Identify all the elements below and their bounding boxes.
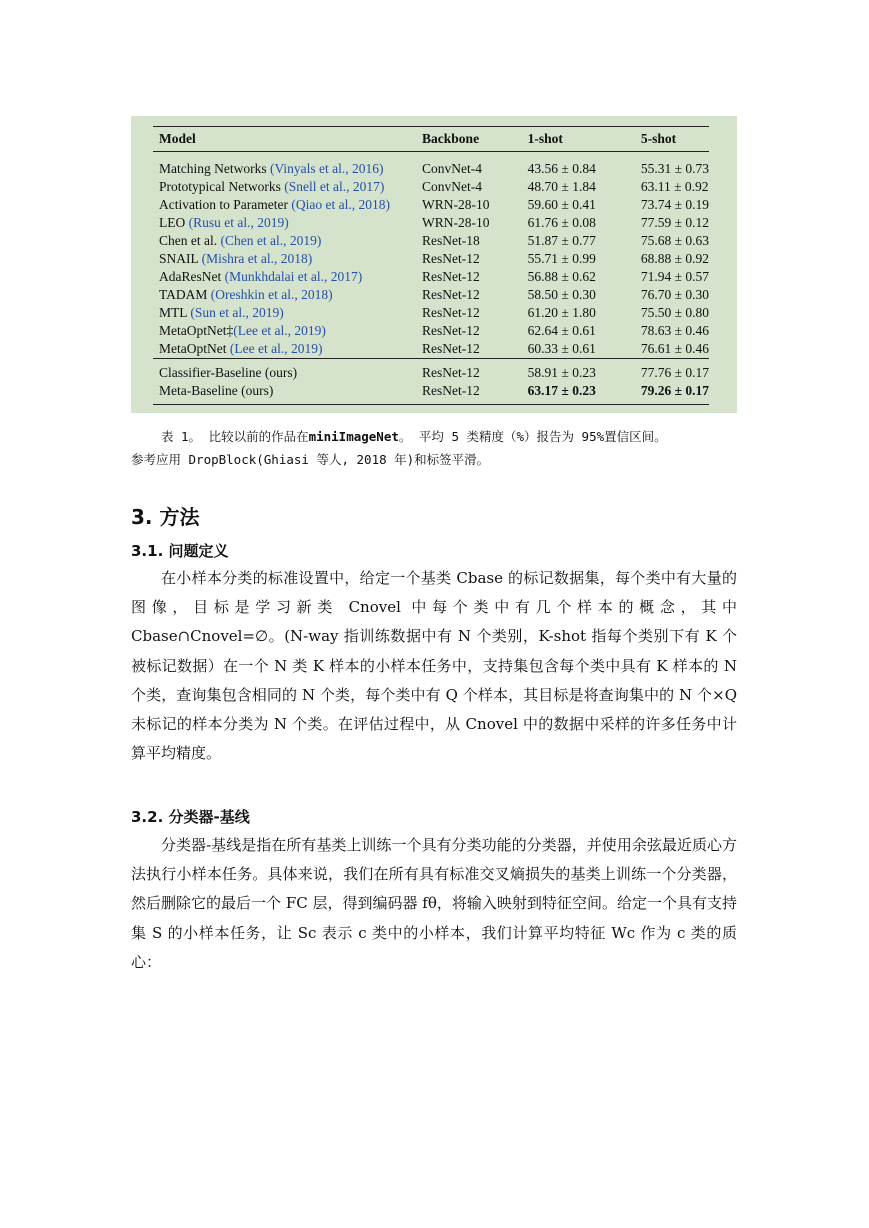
citation-link[interactable]: (Rusu et al., 2019) [188,215,289,230]
results-table-figure [131,116,737,413]
one-shot-cell [508,214,615,232]
model-name: MetaOptNet‡ [159,323,234,338]
model-name: MTL [159,305,191,320]
one-shot-cell-text: 51.87 ± 0.77 [527,233,596,248]
citation-link[interactable]: (Vinyals et al., 2016) [269,161,384,176]
one-shot-cell [508,250,615,268]
caption-prefix: 表 1。 比较以前的作品在 [161,429,309,444]
five-shot-cell-text: 75.68 ± 0.63 [640,233,709,248]
model-name: TADAM [159,287,211,302]
model-cell [153,232,416,250]
table-row [153,286,709,304]
citation-link[interactable]: (Chen et al., 2019) [220,233,322,248]
table-row [153,178,709,196]
backbone-cell-text: ConvNet-4 [422,179,483,194]
model-cell-text: Meta-Baseline (ours) [159,383,274,398]
citation-link[interactable]: (Sun et al., 2019) [190,305,284,320]
backbone-cell-text: ResNet-12 [422,305,480,320]
table-header-row [153,127,709,152]
five-shot-cell-text: 71.94 ± 0.57 [640,269,709,284]
five-shot-cell-text: 77.76 ± 0.17 [640,365,709,380]
backbone-cell-text: ResNet-12 [422,269,480,284]
model-cell [153,268,416,286]
table-row-ours [153,359,709,383]
table-row [153,152,709,179]
five-shot-cell [615,304,709,322]
one-shot-cell-text: 62.64 ± 0.61 [527,323,596,338]
backbone-cell [416,250,508,268]
caption-line-1 [131,425,751,448]
five-shot-cell-text: 77.59 ± 0.12 [640,215,709,230]
five-shot-cell-text: 55.31 ± 0.73 [640,161,709,176]
model-cell [153,214,416,232]
one-shot-cell-text: 55.71 ± 0.99 [527,251,596,266]
one-shot-cell [508,268,615,286]
five-shot-cell [615,232,709,250]
subsection-2-title: 3.2. 分类器-基线 [131,808,250,826]
backbone-cell [416,322,508,340]
one-shot-cell-text: 56.88 ± 0.62 [527,269,596,284]
five-shot-cell-text: 76.61 ± 0.46 [640,341,709,356]
model-name: LEO [159,215,189,230]
one-shot-cell-text: 58.50 ± 0.30 [527,287,596,302]
backbone-cell [416,196,508,214]
five-shot-cell-text: 63.11 ± 0.92 [640,179,709,194]
one-shot-cell [508,196,615,214]
header-model: Model [153,127,416,152]
backbone-cell-text: ResNet-12 [422,323,480,338]
five-shot-cell [615,382,709,405]
five-shot-cell [615,286,709,304]
model-name: Prototypical Networks [159,179,285,194]
backbone-cell [416,214,508,232]
one-shot-cell [508,178,615,196]
five-shot-cell [615,340,709,359]
model-name: Matching Networks [159,161,270,176]
one-shot-cell-text: 60.33 ± 0.61 [527,341,596,356]
section-title: 3. 方法 [131,505,200,529]
header-backbone: Backbone [416,127,508,152]
five-shot-cell [615,268,709,286]
five-shot-cell-text: 75.50 ± 0.80 [640,305,709,320]
model-name: MetaOptNet [159,341,230,356]
citation-link[interactable]: (Oreshkin et al., 2018) [210,287,333,302]
subsection-1-paragraph: 在小样本分类的标准设置中，给定一个基类 Cbase 的标记数据集，每个类中有大量的图像，目标是学习新类 Cnovel 中每个类中有几个样本的概念，其中 Cbase∩Cnovel=∅。(N-way 指训练数据中有 N 个类别，K-shot 指每个类别下有 K 个被标记数据）在一个 N 类 K 样本的小样本任务中，支持集包含每个类中具有 K 样本的 N 个类，查询集包含相同的 N 个类，每个类中有 Q 个样本，其目标是将查询集中的 N 个×Q 未标记的样本分类为 N 个类。在评估过程中，从 Cnovel 中的数据中采样的许多任务中计算平均精度。 [131,569,737,763]
model-cell [153,286,416,304]
model-cell [153,250,416,268]
one-shot-cell-text: 43.56 ± 0.84 [527,161,596,176]
citation-link[interactable]: (Snell et al., 2017) [284,179,385,194]
model-cell [153,322,416,340]
table-row [153,304,709,322]
model-name: AdaResNet [159,269,225,284]
five-shot-cell [615,250,709,268]
table-row [153,250,709,268]
backbone-cell [416,382,508,405]
five-shot-cell [615,196,709,214]
model-name: SNAIL [159,251,202,266]
caption-dataset: miniImageNet [308,429,399,444]
table-row-ours [153,382,709,405]
subsection-2-paragraph: 分类器-基线是指在所有基类上训练一个具有分类功能的分类器，并使用余弦最近质心方法执行小样本任务。具体来说，我们在所有具有标准交叉熵损失的基类上训练一个分类器，然后删除它的最后一个 FC 层，得到编码器 fθ，将输入映射到特征空间。给定一个具有支持集 S 的小样本任务，让 Sc 表示 c 类中的小样本，我们计算平均特征 Wc 作为 c 类的质心： [131,836,737,971]
model-cell [153,304,416,322]
model-cell [153,382,416,405]
one-shot-cell [508,152,615,179]
five-shot-cell [615,152,709,179]
one-shot-cell [508,340,615,359]
backbone-cell [416,152,508,179]
five-shot-cell [615,178,709,196]
table-row [153,268,709,286]
backbone-cell-text: ResNet-12 [422,251,480,266]
one-shot-cell [508,286,615,304]
one-shot-cell-text: 59.60 ± 0.41 [527,197,596,212]
backbone-cell-text: ResNet-12 [422,287,480,302]
one-shot-cell [508,359,615,383]
five-shot-cell-text: 79.26 ± 0.17 [640,383,709,398]
one-shot-cell [508,382,615,405]
one-shot-cell-text: 61.76 ± 0.08 [527,215,596,230]
backbone-cell [416,268,508,286]
five-shot-cell [615,214,709,232]
five-shot-cell [615,359,709,383]
backbone-cell [416,359,508,383]
one-shot-cell [508,304,615,322]
caption-suffix: 。 平均 5 类精度（%）报告为 95%置信区间。 [398,429,667,444]
backbone-cell-text: ConvNet-4 [422,161,483,176]
backbone-cell [416,286,508,304]
backbone-cell-text: ResNet-12 [422,383,480,398]
one-shot-cell-text: 58.91 ± 0.23 [527,365,596,380]
table-caption [131,425,751,471]
table-row [153,322,709,340]
model-cell [153,359,416,383]
model-cell [153,196,416,214]
subsection-1-title: 3.1. 问题定义 [131,542,229,560]
backbone-cell-text: ResNet-18 [422,233,480,248]
model-cell [153,340,416,359]
results-table [153,126,709,405]
table-row [153,196,709,214]
table-row [153,214,709,232]
model-cell-text: Classifier-Baseline (ours) [159,365,298,380]
backbone-cell [416,178,508,196]
backbone-cell-text: WRN-28-10 [422,215,490,230]
citation-link[interactable]: (Lee et al., 2019) [233,323,326,338]
one-shot-cell-text: 61.20 ± 1.80 [527,305,596,320]
model-name: Activation to Parameter [159,197,292,212]
backbone-cell-text: WRN-28-10 [422,197,490,212]
citation-link[interactable]: (Mishra et al., 2018) [201,251,313,266]
model-name: Chen et al. [159,233,221,248]
citation-link[interactable]: (Munkhdalai et al., 2017) [224,269,363,284]
five-shot-cell-text: 76.70 ± 0.30 [640,287,709,302]
table-body [153,152,709,405]
table-row [153,232,709,250]
backbone-cell-text: ResNet-12 [422,365,480,380]
one-shot-cell-text: 63.17 ± 0.23 [527,383,596,398]
header-5shot: 5-shot [615,127,709,152]
model-cell [153,178,416,196]
model-cell [153,152,416,179]
header-1shot: 1-shot [508,127,615,152]
backbone-cell-text: ResNet-12 [422,341,480,356]
table-row [153,340,709,359]
citation-link[interactable]: (Qiao et al., 2018) [291,197,390,212]
backbone-cell [416,340,508,359]
backbone-cell [416,304,508,322]
caption-line-2: 参考应用 DropBlock(Ghiasi 等人, 2018 年)和标签平滑。 [131,452,490,467]
five-shot-cell-text: 78.63 ± 0.46 [640,323,709,338]
five-shot-cell-text: 73.74 ± 0.19 [640,197,709,212]
one-shot-cell-text: 48.70 ± 1.84 [527,179,596,194]
five-shot-cell-text: 68.88 ± 0.92 [640,251,709,266]
one-shot-cell [508,232,615,250]
citation-link[interactable]: (Lee et al., 2019) [229,341,323,356]
one-shot-cell [508,322,615,340]
five-shot-cell [615,322,709,340]
backbone-cell [416,232,508,250]
